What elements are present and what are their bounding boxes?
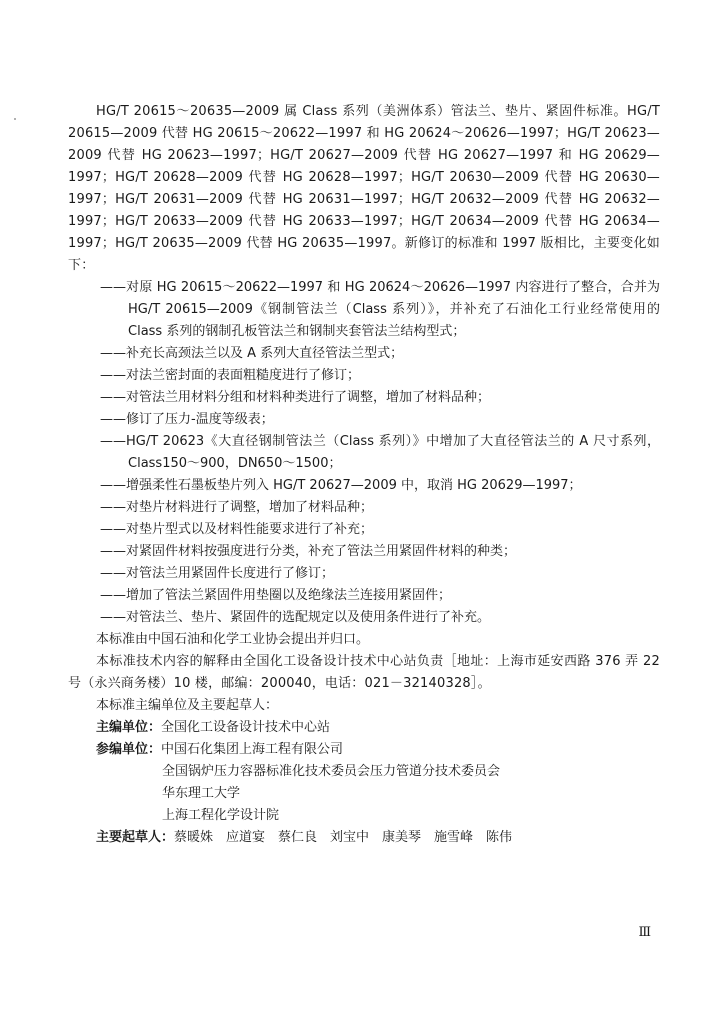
proposer-paragraph: 本标准由中国石油和化学工业协会提出并归口。: [96, 632, 370, 647]
participating-unit: 中国石化集团上海工程有限公司: [161, 742, 344, 757]
page-number: Ⅲ: [638, 925, 652, 940]
scan-speck: [14, 118, 16, 120]
participating-unit: 上海工程化学设计院: [162, 808, 280, 823]
participating-unit: 华东理工大学: [162, 786, 241, 801]
list-item: ——增强柔性石墨板垫片列入 HG/T 20627—2009 中，取消 HG 20629—1997；: [100, 478, 582, 493]
participating-unit-row: [68, 739, 660, 761]
chief-unit-label: 主编单位：: [96, 720, 162, 735]
list-item: ——对垫片型式以及材料性能要求进行了补充；: [100, 522, 374, 537]
list-item: ——对管法兰用材料分组和材料种类进行了调整，增加了材料品种；: [100, 390, 491, 405]
drafters-names: 蔡暖姝 应道宴 蔡仁良 刘宝中 康美琴 施雪峰 陈伟: [174, 830, 513, 845]
list-item: ——对垫片材料进行了调整，增加了材料品种；: [100, 500, 374, 515]
participating-unit: 全国锅炉压力容器标准化技术委员会压力管道分技术委员会: [162, 764, 501, 779]
list-item: ——对法兰密封面的表面粗糙度进行了修订；: [100, 368, 361, 383]
drafters-row: [68, 827, 660, 849]
intro-paragraph: HG/T 20615～20635—2009 属 Class 系列（美洲体系）管法兰、垫片、紧固件标准。HG/T 20615—2009 代替 HG 20615～20622—1997 和 HG 20624～20626—1997；HG/T 20623—2009 代替 HG 20623—1997；HG/T 20627—2009 代替 HG 20627—1997 和 HG 20629—1997；HG/T 20628—2009 代替 HG 20628—1997；HG/T 20630—2009 代替 HG 20630—1997；HG/T 20631—2009 代替 HG 20631—1997；HG/T 20632—2009 代替 HG 20632—1997；HG/T 20633—2009 代替 HG 20633—1997；HG/T 20634—2009 代替 HG 20634—1997；HG/T 20635—2009 代替 HG 20635—1997。新修订的标准和 1997 版相比，主要变化如下：: [68, 104, 660, 273]
list-item: ——对紧固件材料按强度进行分类，补充了管法兰用紧固件材料的种类；: [100, 544, 517, 559]
drafters-label: 主要起草人：: [96, 830, 175, 845]
chief-unit-row: [68, 717, 660, 739]
list-item: ——对管法兰、垫片、紧固件的选配规定以及使用条件进行了补充。: [100, 610, 491, 625]
interpretation-paragraph: 本标准技术内容的解释由全国化工设备设计技术中心站负责［地址：上海市延安西路 376 弄 22 号（永兴商务楼）10 楼，邮编：200040，电话：021－32140328］。: [68, 654, 660, 691]
list-item: ——HG/T 20623《大直径钢制管法兰（Class 系列）》中增加了大直径管法兰的 A 尺寸系列，Class150～900，DN650～1500；: [100, 434, 660, 471]
changes-list: [68, 277, 660, 629]
list-item: ——修订了压力-温度等级表；: [100, 412, 274, 427]
list-item: ——对原 HG 20615～20622—1997 和 HG 20624～20626—1997 内容进行了整合，合并为 HG/T 20615—2009《钢制管法兰（Class 系列）》，并补充了石油化工行业经常使用的 Class 系列的钢制孔板管法兰和钢制夹套管法兰结构型式；: [100, 280, 660, 339]
list-item: ——增加了管法兰紧固件用垫圈以及绝缘法兰连接用紧固件；: [100, 588, 452, 603]
participating-label: 参编单位：: [96, 742, 162, 757]
foreword-body: [68, 101, 660, 849]
chief-unit: 全国化工设备设计技术中心站: [161, 720, 331, 735]
drafting-intro: 本标准主编单位及主要起草人：: [96, 698, 279, 713]
list-item: ——对管法兰用紧固件长度进行了修订；: [100, 566, 335, 581]
list-item: ——补充长高颈法兰以及 A 系列大直径管法兰型式；: [100, 346, 404, 361]
